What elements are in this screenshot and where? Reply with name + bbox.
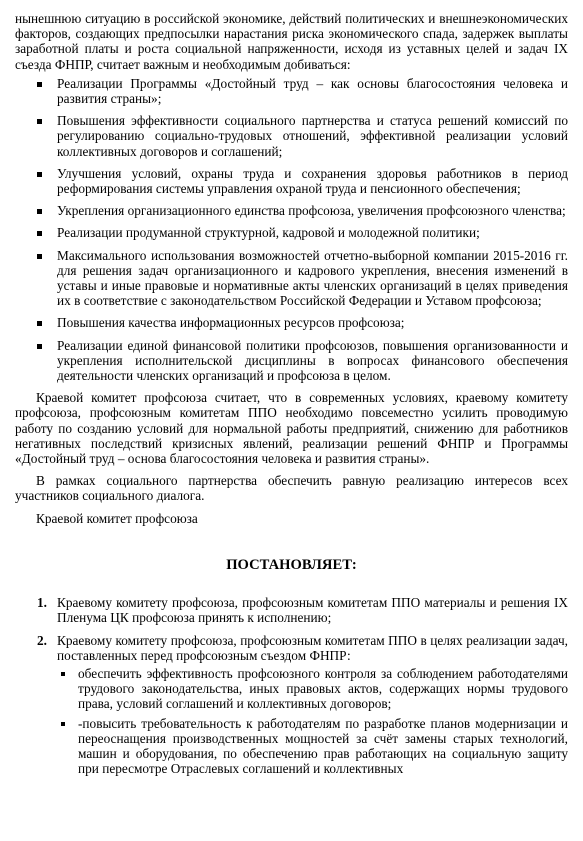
decision-sublist: [57, 666, 568, 776]
square-bullet-icon: [37, 82, 42, 87]
goal-item: Реализации Программы «Достойный труд – как основы благосостояния человека и развития страны»;: [15, 76, 568, 106]
square-bullet-icon: [37, 231, 42, 236]
goal-item: Максимального использования возможностей отчетно-выборной компании 2015-2016 гг. для решения задач организационного и кадрового укрепления, внесения изменений в уставы и иные правовые и нормативные акты членских организаций в целях приведения их в соответствие с законодательством Российской Федерации и Уставом профсоюза;: [15, 248, 568, 309]
committee-paragraph: Краевой комитет профсоюза считает, что в современных условиях, краевому комитету профсоюза, профсоюзным комитетам ППО необходимо повсеместно усилить проводимую работу по созданию условий для нормальной работы предприятий, снижению для работников негативных последствий кризисных явлений, реализации решений ФНПР и Программы «Достойный труд – основа благосостояния человека и развития страны».: [15, 390, 568, 467]
square-bullet-icon: [37, 344, 42, 349]
square-bullet-icon: [37, 254, 42, 259]
committee-heading: Краевой комитет профсоюза: [36, 510, 198, 526]
square-bullet-icon: [37, 119, 42, 124]
square-bullet-icon: [37, 209, 42, 214]
sub-item: -повысить требовательность к работодателям по разработке планов модернизации и переоснащения производственных мощностей за счёт замены старых технологий, машин и оборудования, по обеспечению прав работающих на социальную защиту при пересмотре Отраслевых соглашений и коллективных: [57, 716, 568, 777]
decision-number: 1.: [37, 595, 47, 611]
decision-text: Краевому комитету профсоюза, профсоюзным комитетам ППО в целях реализации задач, поставленных перед профсоюзным съездом ФНПР:: [57, 632, 568, 663]
square-bullet-icon: [37, 172, 42, 177]
goal-item: Повышения эффективности социального партнерства и статуса решений комиссий по регулированию социально-трудовых отношений, эффективной реализации условий коллективных договоров и соглашений;: [15, 113, 568, 159]
square-bullet-icon: [61, 672, 65, 676]
resolves-heading: ПОСТАНОВЛЯЕТ:: [226, 556, 357, 573]
document-page: [15, 11, 568, 783]
decisions-list: [15, 595, 568, 776]
goal-item: Укрепления организационного единства профсоюза, увеличения профсоюзного членства;: [15, 203, 568, 218]
intro-paragraph: нынешнюю ситуацию в российской экономике, действий политических и внешнеэкономических факторов, создающих предпосылки нарастания риска экономического спада, задержек выплаты заработной платы и роста социальной напряженности, исходя из уставных целей и задач IX съезда ФНПР, считает важным и необходимым добиваться:: [15, 11, 568, 72]
goal-item: Повышения качества информационных ресурсов профсоюза;: [15, 315, 568, 330]
goal-item: Реализации единой финансовой политики профсоюзов, повышения организованности и укрепления исполнительской дисциплины в вопросах финансового обеспечения деятельности членских организаций и профсоюза в целом.: [15, 338, 568, 384]
decision-item: [15, 595, 568, 625]
sub-item: обеспечить эффективность профсоюзного контроля за соблюдением работодателями трудового законодательства, иных правовых актов, содержащих нормы трудового права, условий соглашений и коллективных договоров;: [57, 666, 568, 712]
partnership-paragraph: В рамках социального партнерства обеспечить равную реализацию интересов всех участников социального диалога.: [15, 473, 568, 504]
decision-text: Краевому комитету профсоюза, профсоюзным комитетам ППО материалы и решения IX Пленума ЦК профсоюза принять к исполнению;: [57, 595, 568, 626]
decision-number: 2.: [37, 632, 47, 648]
square-bullet-icon: [61, 722, 65, 726]
goal-item: Реализации продуманной структурной, кадровой и молодежной политики;: [15, 225, 568, 240]
square-bullet-icon: [37, 321, 42, 326]
decision-item: [15, 633, 568, 777]
goals-list: [15, 76, 568, 383]
goal-item: Улучшения условий, охраны труда и сохранения здоровья работников в период реформирования системы управления охраной труда и пенсионного обеспечения;: [15, 166, 568, 196]
